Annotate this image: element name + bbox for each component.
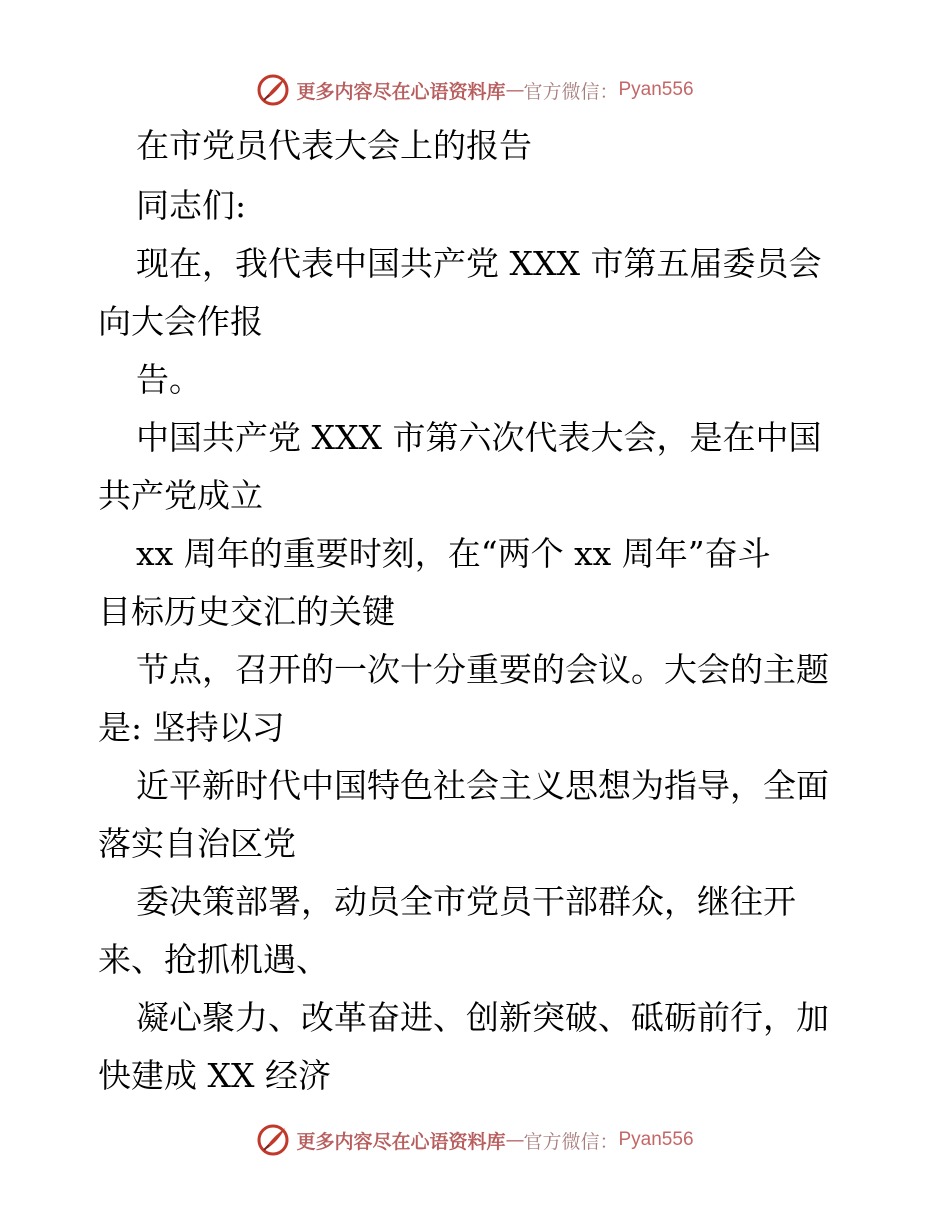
banner-handle: Pyan556 [618, 79, 694, 100]
banner-separator: — [505, 1129, 524, 1151]
body-line: xx 周年的重要时刻，在“两个 xx 周年”奋斗 [136, 534, 771, 573]
body-line: 中国共产党 XXX 市第六次代表大会，是在中国 [136, 418, 822, 457]
body-line: 落实自治区党 [98, 824, 296, 863]
body-line: 凝心聚力、改革奋进、创新突破、砥砺前行，加 [136, 998, 829, 1037]
document-salutation: 同志们: [136, 186, 247, 225]
banner-separator: — [505, 79, 524, 101]
quill-logo-icon [256, 1123, 290, 1157]
banner-brand-text: 更多内容尽在心语资料库 [296, 1130, 506, 1153]
body-line: 来、抢抓机遇、 [98, 940, 329, 979]
body-line: 向大会作报 [98, 302, 263, 341]
banner-official-label: 官方微信： [523, 80, 619, 103]
footer-banner [0, 1120, 950, 1160]
body-line: 快建成 XX 经济 [98, 1056, 331, 1095]
body-line: 共产党成立 [98, 476, 263, 515]
body-line: 节点，召开的一次十分重要的会议。大会的主题 [136, 650, 829, 689]
banner-brand-text: 更多内容尽在心语资料库 [296, 80, 506, 103]
header-banner [0, 70, 950, 110]
body-line: 目标历史交汇的关键 [98, 592, 395, 631]
body-line: 近平新时代中国特色社会主义思想为指导，全面 [136, 766, 829, 805]
body-line: 现在，我代表中国共产党 XXX 市第五届委员会 [136, 244, 822, 283]
quill-logo-icon [256, 73, 290, 107]
document-title: 在市党员代表大会上的报告 [136, 126, 532, 165]
body-line: 告。 [136, 360, 202, 399]
banner-official-label: 官方微信： [523, 1130, 619, 1153]
banner-handle: Pyan556 [618, 1129, 694, 1150]
body-line: 委决策部署，动员全市党员干部群众，继往开 [136, 882, 796, 921]
body-line: 是: 坚持以习 [98, 708, 285, 747]
